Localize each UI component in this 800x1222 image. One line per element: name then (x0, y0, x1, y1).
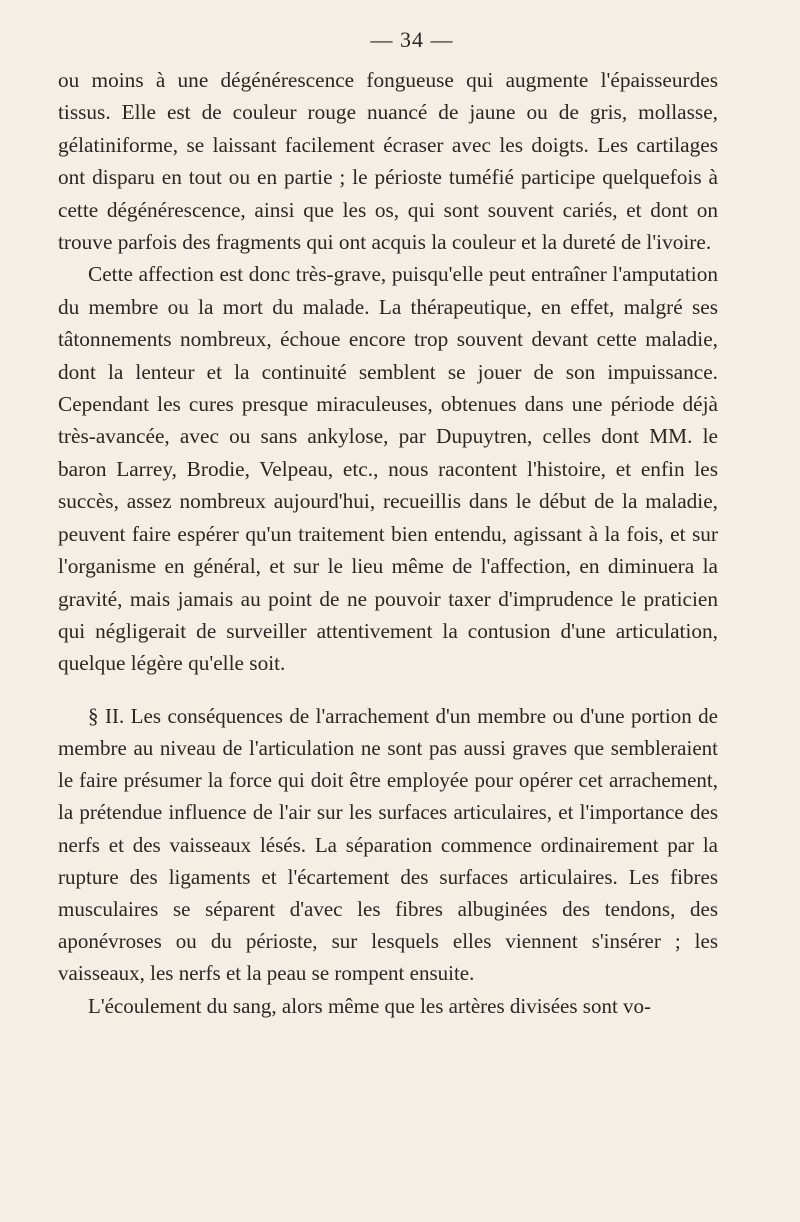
paragraph-therapeutics: Cette affection est donc très-grave, puisqu'elle peut entraîner l'amputation du membre ou la mort du malade. La thérapeutique, en effet, malgré ses tâtonnements nombreux, échoue encore trop souvent devant cette maladie, dont la lenteur et la continuité semblent se jouer de son impuissance. Cependant les cures presque miraculeuses, obtenues dans une période déjà très-avancée, avec ou sans ankylose, par Dupuytren, celles dont MM. le baron Larrey, Brodie, Velpeau, etc., nous racontent l'histoire, et enfin les succès, assez nombreux aujourd'hui, recueillis dans le début de la maladie, peuvent faire espérer qu'un traitement bien entendu, agissant à la fois, et sur l'organisme en général, et sur le lieu même de l'affection, en diminuera la gravité, mais jamais au point de ne pouvoir taxer d'imprudence le praticien qui négligerait de surveiller attentivement la contusion d'une articulation, quelque légère qu'elle soit. (58, 262, 718, 676)
paragraph-continued: ou moins à une dégénérescence fongueuse qui augmente l'épaisseurdes tissus. Elle est de couleur rouge nuancé de jaune ou de gris, mollasse, gélatiniforme, se laissant facilement écraser avec les doigts. Les cartilages ont disparu en tout ou en partie ; le périoste tuméfié participe quelquefois à cette dégénérescence, ainsi que les os, qui sont souvent cariés, et dont on trouve parfois des fragments qui ont acquis la couleur et la dureté de l'ivoire. (58, 68, 718, 255)
section-ii (58, 700, 718, 1022)
section-ii-paragraph: § II. Les conséquences de l'arrachement d'un membre ou d'une portion de membre au niveau de l'articulation ne sont pas aussi graves que sembleraient le faire présumer la force qui doit être employée pour opérer cet arrachement, la prétendue influence de l'air sur les surfaces articulaires, et l'importance des nerfs et des vaisseaux lésés. La séparation commence ordinairement par la rupture des ligaments et l'écartement des surfaces articulaires. Les fibres musculaires se séparent d'avec les fibres albuginées des tendons, des aponévroses ou du périoste, sur lesquels elles viennent s'insérer ; les vaisseaux, les nerfs et la peau se rompent ensuite. (58, 703, 718, 986)
page-number: — 34 — (370, 27, 454, 52)
section-ii-paragraph-continued: L'écoulement du sang, alors même que les artères divisées sont vo- (88, 993, 652, 1018)
